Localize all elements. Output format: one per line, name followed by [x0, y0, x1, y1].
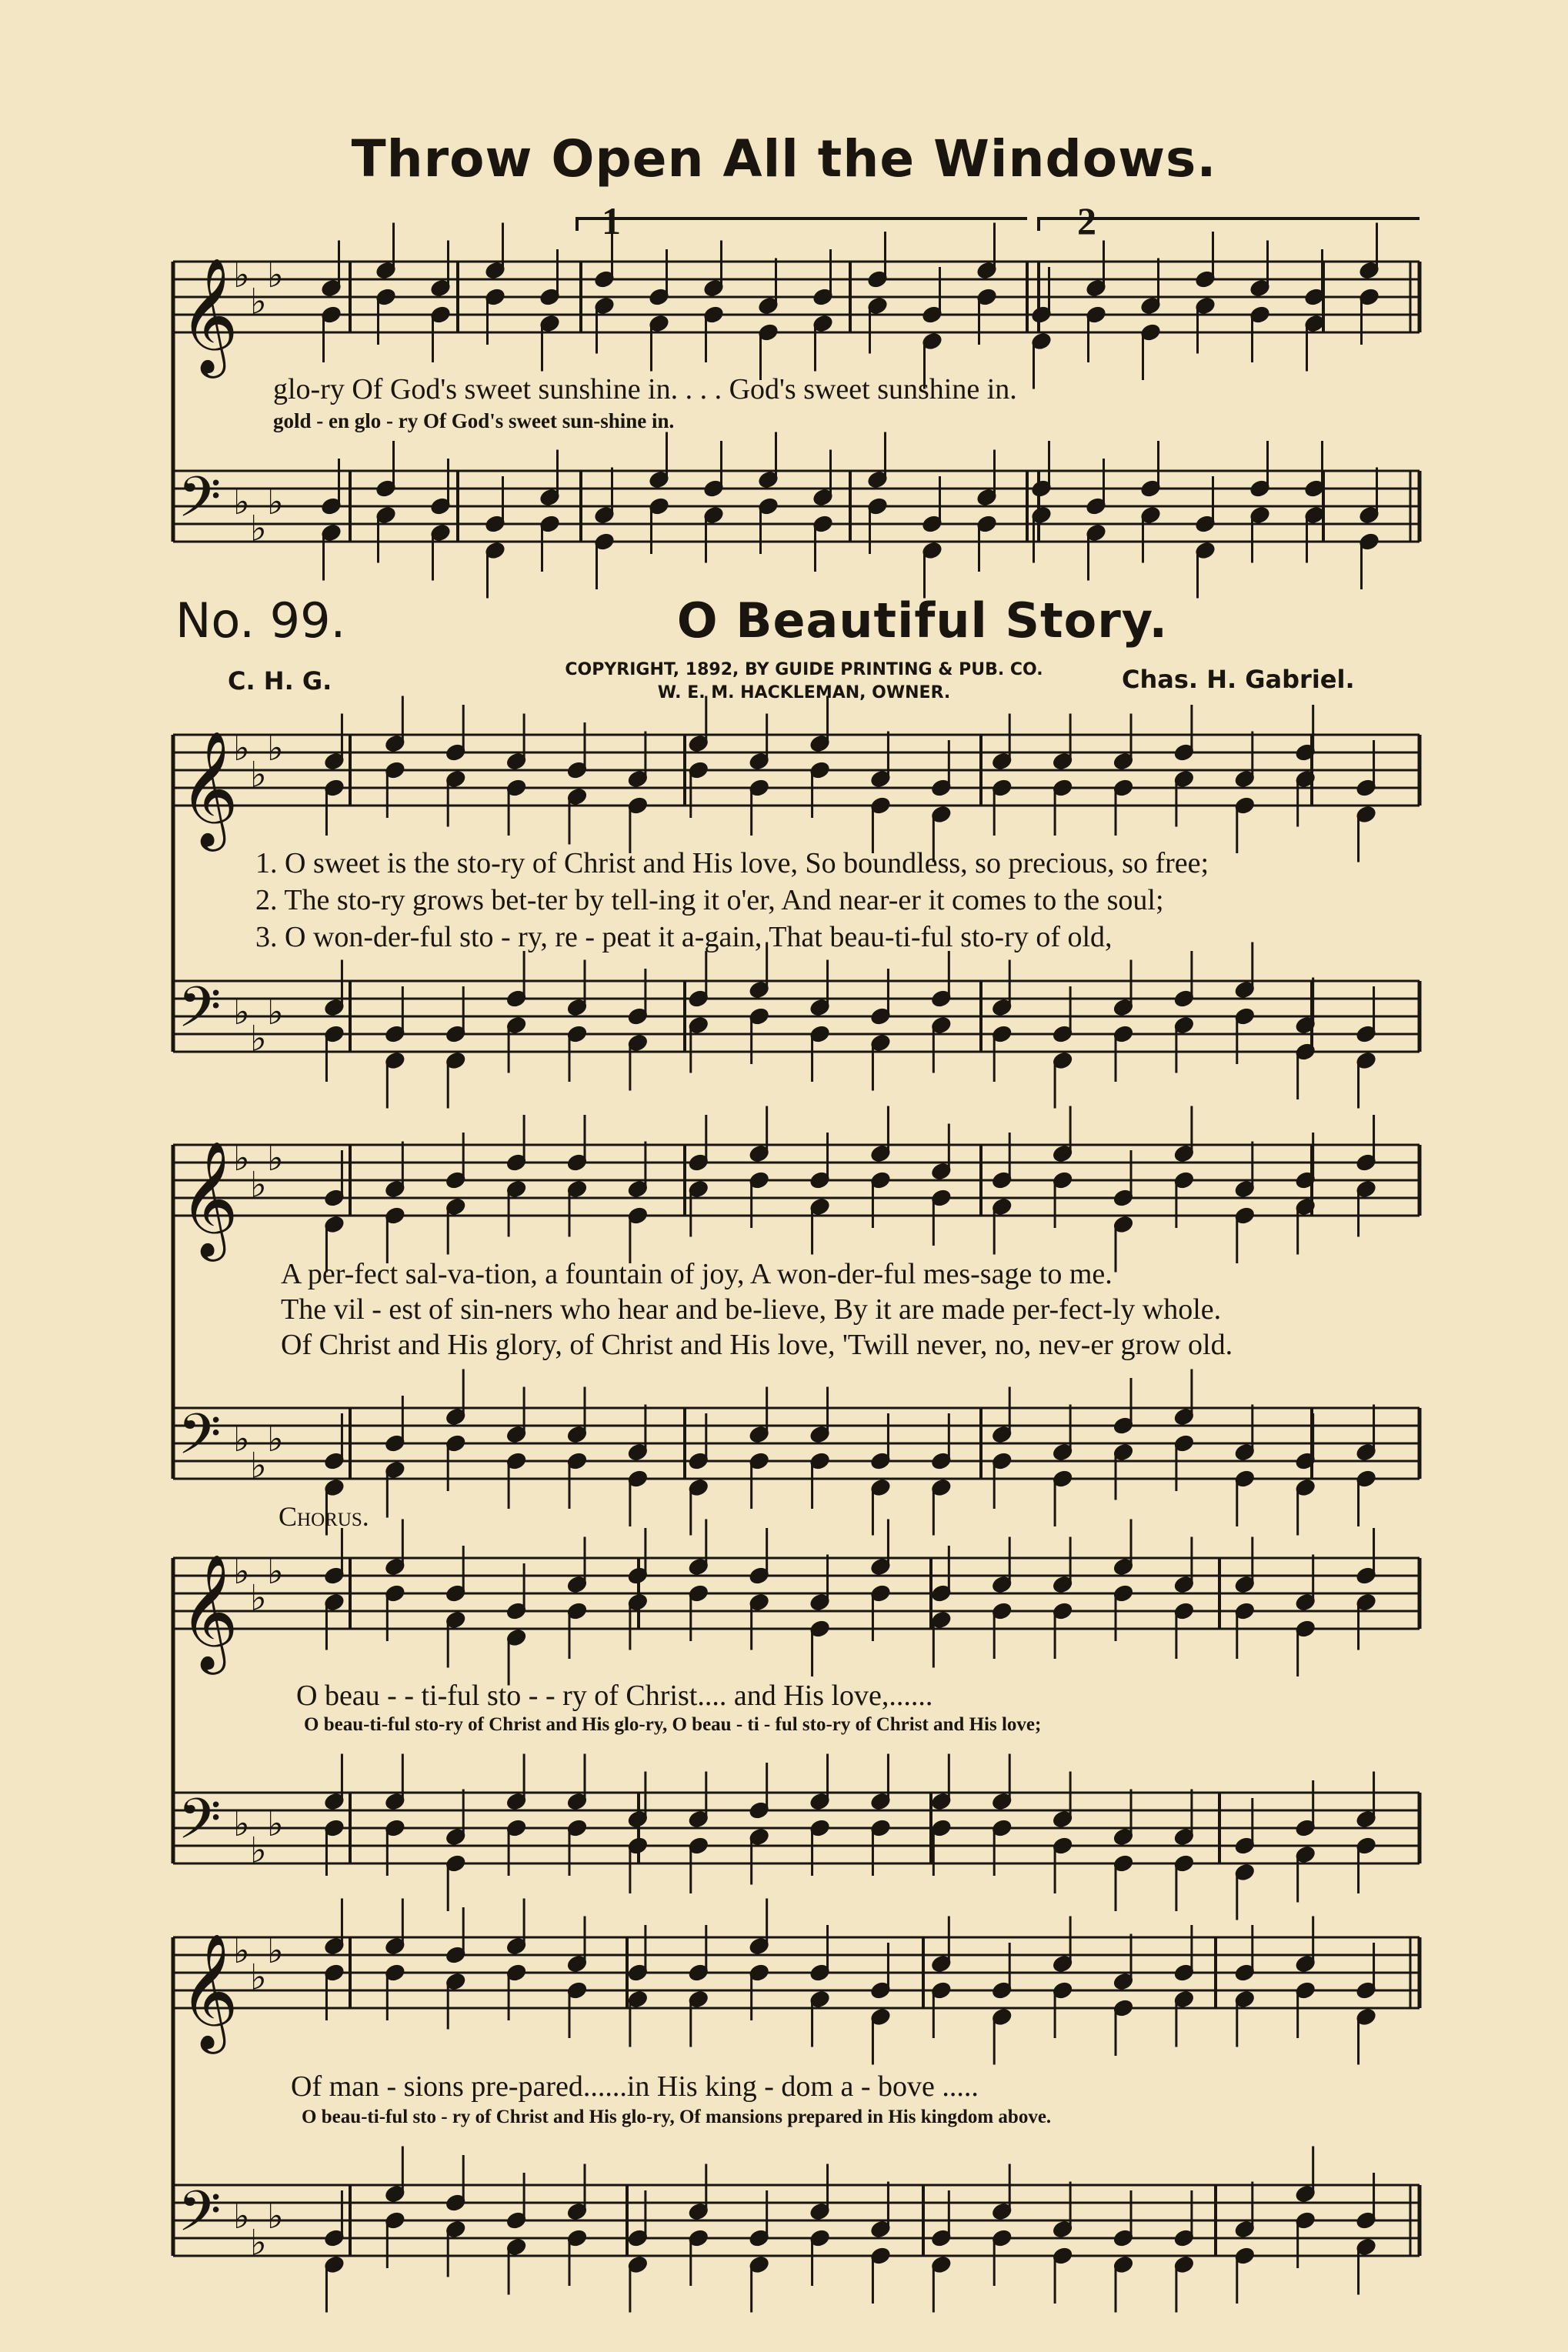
copyright-line-1: COPYRIGHT, 1892, BY GUIDE PRINTING & PUB. CO.	[565, 660, 1043, 679]
verse-2-line-a: 2. The sto-ry grows bet-ter by tell-ing it o'er, And near-er it comes to the soul;	[255, 884, 1164, 916]
svg-text:𝄞: 𝄞	[179, 256, 239, 373]
volta-brackets	[577, 219, 1420, 231]
verse-3-line-a: 3. O won-der-ful sto - ry, re - peat it a-gain, That beau-ti-ful sto-ry of old,	[255, 921, 1113, 953]
svg-text:♭: ♭	[233, 991, 250, 1033]
svg-text:𝄞: 𝄞	[179, 1932, 239, 2049]
svg-text:𝄢: 𝄢	[178, 1401, 222, 1480]
svg-text:♭: ♭	[233, 1550, 250, 1592]
svg-text:♭: ♭	[267, 254, 284, 295]
volta-1-number: 1	[602, 199, 621, 242]
svg-text:♭: ♭	[233, 2195, 250, 2237]
svg-text:♭: ♭	[250, 753, 267, 796]
svg-text:♭: ♭	[267, 1137, 284, 1179]
svg-text:♭: ♭	[267, 1803, 284, 1844]
copyright-line-2: W. E. M. HACKLEMAN, OWNER.	[657, 683, 951, 702]
svg-text:♭: ♭	[250, 1444, 267, 1486]
svg-text:♭: ♭	[233, 1803, 250, 1844]
svg-text:♭: ♭	[233, 254, 250, 295]
svg-text:𝄢: 𝄢	[178, 974, 222, 1053]
top-lyric-line-1: glo-ry Of God's sweet sunshine in. . . . God's sweet sunshine in.	[273, 373, 1017, 405]
volta-2-number: 2	[1077, 199, 1096, 242]
svg-text:♭: ♭	[250, 1829, 267, 1871]
chorus-line-1-small: O beau-ti-ful sto-ry of Christ and His glo-ry, O beau - ti - ful sto-ry of Christ and His love;	[304, 1714, 1042, 1735]
svg-text:♭: ♭	[250, 1576, 267, 1619]
svg-text:♭: ♭	[267, 2195, 284, 2237]
hymn-title: O Beautiful Story.	[676, 592, 1169, 649]
chorus-line-2-small: O beau-ti-ful sto - ry of Christ and His glo-ry, Of mansions prepared in His kingdom above.	[302, 2107, 1052, 2127]
verse-2-line-b: The vil - est of sin-ners who hear and be-lieve, By it are made per-fect-ly whole.	[281, 1293, 1222, 1326]
svg-text:♭: ♭	[250, 280, 267, 322]
lyricist-credit: C. H. G.	[228, 666, 332, 696]
svg-text:♭: ♭	[250, 507, 267, 549]
top-hymn-title: Throw Open All the Windows.	[351, 129, 1217, 188]
top-lyric-line-2: gold - en glo - ry Of God's sweet sun-shine in.	[273, 409, 675, 432]
svg-text:𝄞: 𝄞	[179, 729, 239, 846]
verse-3-line-b: Of Christ and His glory, of Christ and His love, 'Twill never, no, nev-er grow old.	[281, 1329, 1233, 1361]
verse-1-line-b: A per-fect sal-va-tion, a fountain of joy, A won-der-ful mes-sage to me.	[281, 1258, 1113, 1290]
svg-text:♭: ♭	[233, 481, 250, 522]
chorus-line-2: Of man - sions pre-pared......in His king - dom a - bove .....	[291, 2070, 979, 2103]
chorus-label: Chorus.	[279, 1501, 369, 1532]
svg-text:𝄞: 𝄞	[179, 1553, 239, 1670]
svg-text:𝄢: 𝄢	[178, 2178, 222, 2257]
svg-text:♭: ♭	[267, 481, 284, 522]
svg-text:𝄢: 𝄢	[178, 1786, 222, 1865]
hymn-number: No. 99.	[175, 592, 346, 649]
clefs	[178, 254, 284, 2264]
chorus-line-1: O beau - - ti-ful sto - - ry of Christ.... and His love,......	[296, 1680, 933, 1712]
svg-text:♭: ♭	[233, 1418, 250, 1460]
composer-credit: Chas. H. Gabriel.	[1122, 665, 1355, 694]
svg-text:♭: ♭	[267, 1930, 284, 1971]
svg-text:♭: ♭	[267, 1418, 284, 1460]
verse-1-line-a: 1. O sweet is the sto-ry of Christ and His love, So boundless, so precious, so free;	[255, 847, 1209, 879]
svg-text:♭: ♭	[250, 2221, 267, 2264]
svg-text:♭: ♭	[250, 1163, 267, 1206]
svg-text:♭: ♭	[267, 727, 284, 769]
svg-text:𝄢: 𝄢	[178, 464, 222, 543]
svg-text:♭: ♭	[267, 991, 284, 1033]
svg-text:♭: ♭	[233, 727, 250, 769]
svg-text:𝄞: 𝄞	[179, 1139, 239, 1256]
svg-text:♭: ♭	[267, 1550, 284, 1592]
svg-text:♭: ♭	[250, 1017, 267, 1059]
svg-text:♭: ♭	[233, 1137, 250, 1179]
svg-text:♭: ♭	[233, 1930, 250, 1971]
svg-text:♭: ♭	[250, 1956, 267, 1998]
